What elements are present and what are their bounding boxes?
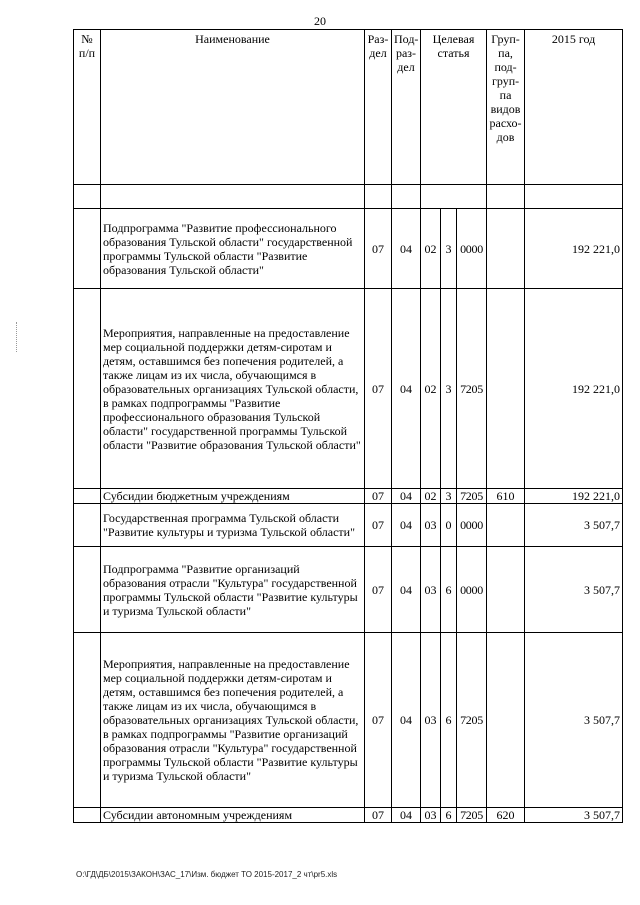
row-name: Субсидии автономным учреждениям	[101, 808, 365, 823]
row-razdel: 07	[365, 489, 392, 504]
row-celevaya-part3: 7205	[457, 489, 487, 504]
header-gruppa: Груп-па, под-груп-па видов расхо-дов	[487, 30, 525, 185]
header-razdel: Раз-дел	[365, 30, 392, 185]
table-spacer-row	[74, 185, 623, 209]
row-podrazdel: 04	[392, 808, 421, 823]
row-podrazdel: 04	[392, 209, 421, 289]
row-razdel: 07	[365, 633, 392, 808]
row-vid-raskhodov: 610	[487, 489, 525, 504]
row-razdel: 07	[365, 808, 392, 823]
row-name: Подпрограмма "Развитие организаций образования отрасли "Культура" государственной программы Тульской области "Развитие культуры и туризма Тульской области"	[101, 547, 365, 633]
row-celevaya-part1: 03	[421, 633, 441, 808]
row-podrazdel: 04	[392, 547, 421, 633]
row-podrazdel: 04	[392, 633, 421, 808]
header-year: 2015 год	[525, 30, 623, 185]
header-name: Наименование	[101, 30, 365, 185]
row-celevaya-part1: 03	[421, 547, 441, 633]
row-vid-raskhodov: 620	[487, 808, 525, 823]
row-celevaya-part2: 6	[441, 547, 457, 633]
row-celevaya-part2: 6	[441, 633, 457, 808]
scan-margin-marks	[16, 322, 19, 352]
row-celevaya-part3: 7205	[457, 808, 487, 823]
row-name: Мероприятия, направленные на предоставление мер социальной поддержки детям-сиротам и детям, оставшимся без попечения родителей, а также лицам из их числа, обучающимся в образовательных организациях Тульской области, в рамках подпрограммы "Развитие профессионального образования Тульской области" государственной программы Тульской области "Развитие образования Тульской области"	[101, 289, 365, 489]
row-number	[74, 547, 101, 633]
file-path-footer: O:\ГД\ДБ\2015\ЗАКОН\ЗАС_17\Изм. бюджет ТО 2015-2017_2 чт\pr5.xls	[76, 870, 338, 879]
row-amount-2015: 192 221,0	[525, 489, 623, 504]
header-num: № п/п	[74, 30, 101, 185]
row-amount-2015: 192 221,0	[525, 209, 623, 289]
row-celevaya-part2: 6	[441, 808, 457, 823]
row-celevaya-part3: 0000	[457, 504, 487, 547]
row-number	[74, 489, 101, 504]
row-celevaya-part3: 7205	[457, 289, 487, 489]
row-number	[74, 289, 101, 489]
table-row	[74, 633, 623, 808]
row-celevaya-part1: 03	[421, 808, 441, 823]
row-razdel: 07	[365, 289, 392, 489]
row-amount-2015: 192 221,0	[525, 289, 623, 489]
row-celevaya-part1: 02	[421, 289, 441, 489]
header-celevaya-statya: Целевая статья	[421, 30, 487, 185]
row-celevaya-part2: 3	[441, 489, 457, 504]
row-vid-raskhodov	[487, 289, 525, 489]
row-vid-raskhodov	[487, 633, 525, 808]
table-row	[74, 808, 623, 823]
row-razdel: 07	[365, 547, 392, 633]
row-number	[74, 504, 101, 547]
row-amount-2015: 3 507,7	[525, 808, 623, 823]
row-razdel: 07	[365, 504, 392, 547]
row-celevaya-part2: 3	[441, 289, 457, 489]
row-razdel: 07	[365, 209, 392, 289]
row-podrazdel: 04	[392, 504, 421, 547]
row-podrazdel: 04	[392, 489, 421, 504]
row-amount-2015: 3 507,7	[525, 633, 623, 808]
row-podrazdel: 04	[392, 289, 421, 489]
row-celevaya-part3: 0000	[457, 547, 487, 633]
row-celevaya-part3: 7205	[457, 633, 487, 808]
row-celevaya-part2: 0	[441, 504, 457, 547]
row-name: Мероприятия, направленные на предоставление мер социальной поддержки детям-сиротам и детям, оставшимся без попечения родителей, а также лицам из их числа, обучающимся в образовательных организациях Тульской области, в рамках подпрограммы "Развитие организаций образования отрасли "Культура" государственной программы Тульской области "Развитие культуры и туризма Тульской области"	[101, 633, 365, 808]
table-row	[74, 209, 623, 289]
budget-table	[73, 29, 623, 823]
table-row	[74, 289, 623, 489]
row-celevaya-part2: 3	[441, 209, 457, 289]
row-name: Субсидии бюджетным учреждениям	[101, 489, 365, 504]
row-amount-2015: 3 507,7	[525, 547, 623, 633]
row-amount-2015: 3 507,7	[525, 504, 623, 547]
row-number	[74, 209, 101, 289]
table-row	[74, 547, 623, 633]
row-number	[74, 808, 101, 823]
row-name: Государственная программа Тульской области "Развитие культуры и туризма Тульской области"	[101, 504, 365, 547]
row-name: Подпрограмма "Развитие профессионального образования Тульской области" государственной программы Тульской области "Развитие образования Тульской области"	[101, 209, 365, 289]
table-row	[74, 504, 623, 547]
table-row	[74, 489, 623, 504]
table-header-row	[74, 30, 623, 185]
row-number	[74, 633, 101, 808]
page-number: 20	[314, 14, 326, 28]
row-celevaya-part1: 03	[421, 504, 441, 547]
row-celevaya-part3: 0000	[457, 209, 487, 289]
row-celevaya-part1: 02	[421, 489, 441, 504]
row-vid-raskhodov	[487, 547, 525, 633]
row-vid-raskhodov	[487, 504, 525, 547]
header-podrazdel: Под-раз-дел	[392, 30, 421, 185]
row-vid-raskhodov	[487, 209, 525, 289]
row-celevaya-part1: 02	[421, 209, 441, 289]
